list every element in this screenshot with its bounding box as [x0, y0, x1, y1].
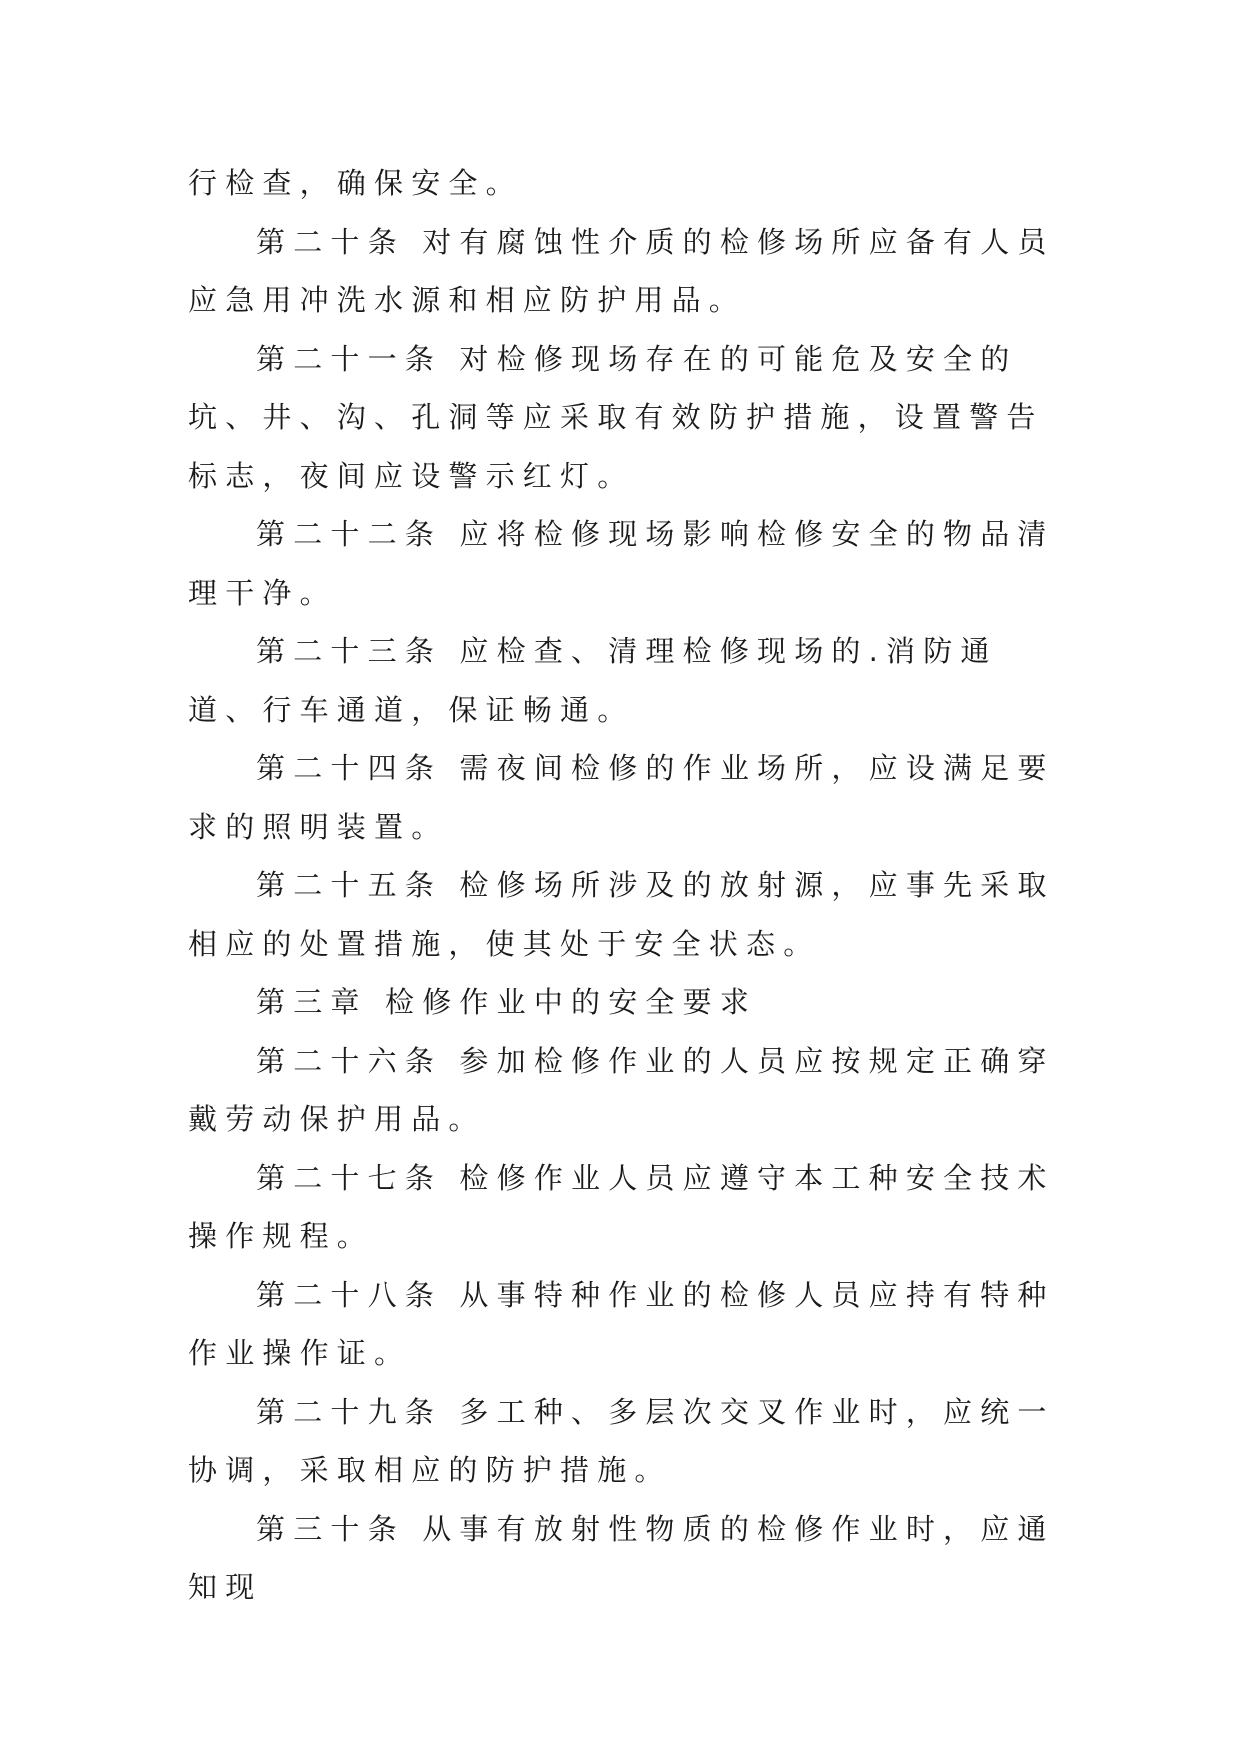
article-25: 第二十五条 检修场所涉及的放射源，应事先采取相应的处置措施，使其处于安全状态。 — [188, 868, 1055, 961]
article-21: 第二十一条 对检修现场存在的可能危及安全的坑、井、沟、孔洞等应采取有效防护措施，设置警告标志，夜间应设警示红灯。 — [188, 341, 1044, 493]
article-23: 第二十三条 应检查、清理检修现场的.消防通道、行车通道，保证畅通。 — [188, 634, 998, 727]
article-27: 第二十七条 检修作业人员应遵守本工种安全技术操作规程。 — [188, 1160, 1055, 1253]
chapter-heading-3: 第三章 检修作业中的安全要求 — [256, 985, 758, 1019]
article-22: 第二十二条 应将检修现场影响检修安全的物品清理干净。 — [188, 517, 1055, 610]
article-30: 第三十条 从事有放射性物质的检修作业时，应通知现 — [188, 1511, 1055, 1604]
article-20: 第二十条 对有腐蚀性介质的检修场所应备有人员应急用冲洗水源和相应防护用品。 — [188, 224, 1055, 317]
article-26: 第二十六条 参加检修作业的人员应按规定正确穿戴劳动保护用品。 — [188, 1043, 1055, 1136]
article-24: 第二十四条 需夜间检修的作业场所，应设满足要求的照明装置。 — [188, 751, 1055, 844]
article-29: 第二十九条 多工种、多层次交叉作业时，应统一协调，采取相应的防护措施。 — [188, 1394, 1055, 1487]
article-28: 第二十八条 从事特种作业的检修人员应持有特种作业操作证。 — [188, 1277, 1055, 1370]
document-body — [188, 154, 1060, 1617]
paragraph-continuation: 行检查，确保安全。 — [188, 166, 523, 200]
